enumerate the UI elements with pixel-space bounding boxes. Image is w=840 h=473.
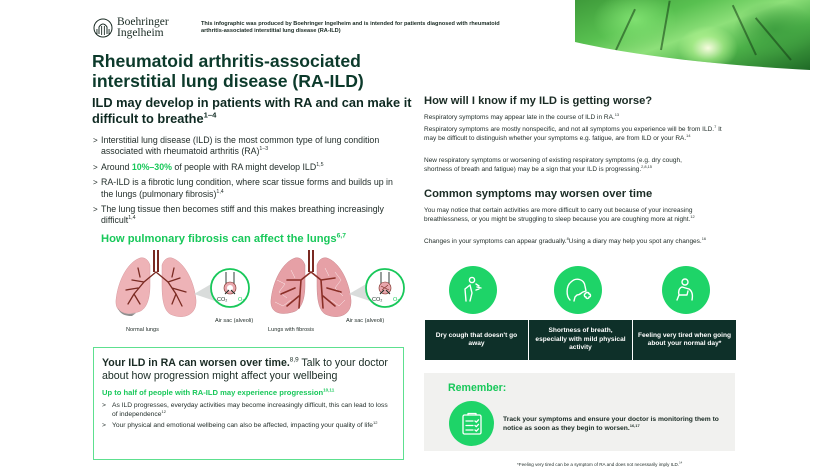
bullet-item: > Your physical and emotional wellbeing can also be affected, impacting your quality of life$^{12}$ [102,422,395,430]
bullet-item: > The lung tissue then becomes stiff and this makes breathing increasingly difficult$^{1,4}$ [93,204,403,227]
remember-callout-box [424,373,735,451]
progression-callout-box [93,347,404,460]
worse-paragraph: Respiratory symptoms may appear late in the course of ILD in RA.$^{13}$ [424,111,620,121]
hero-forest-image [575,0,810,70]
worse-paragraph: New respiratory symptoms or worsening of existing respiratory symptoms (e.g. dry cough, shortness of breath and fatigue) may be a sign that your ILD is progressing.$^{2,8,15}$ [424,157,682,173]
o2-label: O₂ [238,297,245,303]
clipboard-checklist-icon [449,401,494,446]
worse-heading: How will I know if my ILD is getting worse? [424,95,653,107]
co2-label: CO₂ [372,297,383,303]
boehringer-logo-icon [93,18,113,38]
brand-name-line2: Ingelheim [117,27,164,39]
fibrosis-section-title: How pulmonary fibrosis can affect the lungs$^{6,7}$ [101,232,346,245]
o2-label: O₂ [393,297,400,303]
common-paragraph: You may notice that certain activities are more difficult to carry out because of your increasing breathlessness, or you might be struggling to sleep because you are coughing more at night.$^{12}$ [424,207,695,223]
coughing-person-icon [449,266,497,314]
remember-title: Remember: [448,382,507,394]
brand-logo [93,17,169,39]
normal-lungs-caption: Normal lungs [126,327,159,333]
remember-text: Track your symptoms and ensure your doctor is monitoring them to notice as soon as they begin to worsen.$^{16,17}$ [503,416,719,432]
alveoli-caption: Air sac (alveoli) [215,318,254,324]
bullet-item: > Around 10%–30% of people with RA might develop ILD$^{1,5}$ [93,162,403,173]
bullet-item: > RA-ILD is a fibrotic lung condition, where scar tissue forms and builds up in the lungs (pulmonary fibrosis)$^{1,4}$ [93,177,403,200]
symptom-card-dry-cough: Dry cough that doesn't go away [425,320,528,360]
intro-bullet-list [93,135,403,231]
symptom-card-shortness-of-breath: Shortness of breath, especially with mild physical activity [529,320,632,360]
worse-paragraph: Respiratory symptoms are mostly nonspecific, and not all symptoms you experience will be from ILD.$^7$ It may be difficult to distinguish whether your symptoms e.g. fatigue, are from ILD or your RA.$^{14}$ [424,123,722,142]
fibrosis-lungs-illustration [265,250,410,325]
co2-label: CO₂ [217,297,228,303]
breathless-head-icon [554,266,602,314]
tired-sitting-person-icon [662,266,710,314]
disclaimer-text: This infographic was produced by Boehringer Ingelheim and is intended for patients diagnosed with rheumatoid arthritis-associated interstitial lung disease (RA-ILD) [201,21,500,35]
footnote: *Feeling very tired can be a symptom of RA and does not necessarily imply ILD.$^{14}$ [517,461,683,467]
page-subtitle: ILD may develop in patients with RA and can make it difficult to breathe$^{1-4}$ [92,95,412,126]
prevalence-highlight: 10%–30% [131,161,172,172]
progression-bullet-list [102,402,395,430]
common-symptoms-heading: Common symptoms may worsen over time [424,188,653,200]
common-paragraph: Changes in your symptoms can appear gradually.$^8$Using a diary may help you spot any changes.$^{16}$ [424,235,707,245]
bullet-item: > As ILD progresses, everyday activities may become increasingly difficult, this can lead to loss of independence$^{12}$ [102,402,395,419]
symptom-card-tiredness: Feeling very tired when going about your normal day* [633,320,736,360]
alveoli-caption: Air sac (alveoli) [346,318,385,324]
fibrosis-lungs-caption: Lungs with fibrosis [268,327,315,333]
page-title: Rheumatoid arthritis-associated interstitial lung disease (RA-ILD) [92,51,364,91]
brand-name-line1: Boehringer [117,16,169,28]
progression-highlight: Up to half of people with RA-ILD may experience progression$^{10,11}$ [102,387,335,398]
bullet-item: > Interstitial lung disease (ILD) is the most common type of lung condition associated with rheumatoid arthritis (RA)$^{1-3}$ [93,135,403,158]
progression-title: Your ILD in RA can worsen over time.$^{8,9}$ Talk to your doctor about how progression might affect your wellbeing [102,356,388,383]
normal-lungs-illustration [110,250,255,325]
